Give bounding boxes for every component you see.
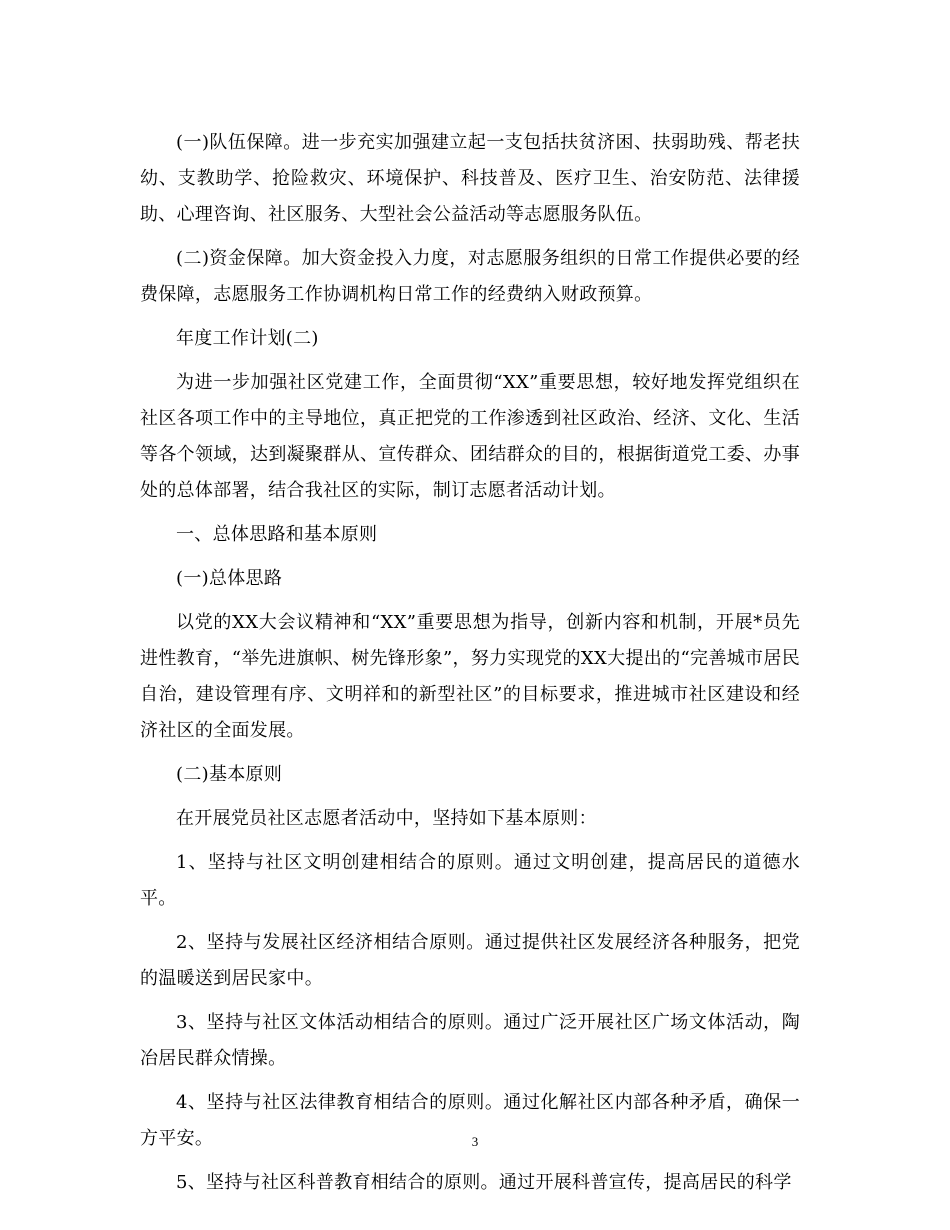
subheading-overall-thinking: (一)总体思路 [176,568,283,589]
list-item-principle-3: 3、坚持与社区文体活动相结合的原则。通过广泛开展社区广场文体活动，陶冶居民群众情操。 [140,1012,800,1069]
section-heading-overall: 一、总体思路和基本原则 [176,524,378,545]
subheading-basic-principles: (二)基本原则 [176,764,283,785]
paragraph-overall-thinking: 以党的XX大会议精神和“XX”重要思想为指导，创新内容和机制，开展*员先进性教育，“举先进旗帜、树先锋形象”，努力实现党的XX大提出的“完善城市居民自治，建设管理有序、文明祥和的新型社区”的目标要求，推进城市社区建设和经济社区的全面发展。 [140,612,800,741]
list-item-principle-2: 2、坚持与发展社区经济相结合原则。通过提供社区发展经济各种服务，把党的温暖送到居民家中。 [140,932,800,989]
list-item-principle-1: 1、坚持与社区文明创建相结合的原则。通过文明创建，提高居民的道德水平。 [140,852,800,909]
list-item-principle-4: 4、坚持与社区法律教育相结合的原则。通过化解社区内部各种矛盾，确保一方平安。 [140,1092,800,1149]
document-body [140,125,800,1209]
paragraph-fund-guarantee: (二)资金保障。加大资金投入力度，对志愿服务组织的日常工作提供必要的经费保障，志愿服务工作协调机构日常工作的经费纳入财政预算。 [140,248,800,305]
list-item-principle-5: 5、坚持与社区科普教育相结合的原则。通过开展科普宣传，提高居民的科学 [176,1172,792,1193]
paragraph-team-guarantee: (一)队伍保障。进一步充实加强建立起一支包括扶贫济困、扶弱助残、帮老扶幼、支教助学、抢险救灾、环境保护、科技普及、医疗卫生、治安防范、法律援助、心理咨询、社区服务、大型社会公益活动等志愿服务队伍。 [140,132,800,225]
paragraph-principles-intro: 在开展党员社区志愿者活动中，坚持如下基本原则： [176,808,597,829]
section-heading-annual-plan: 年度工作计划(二) [176,328,319,349]
page-number: 3 [471,1134,479,1149]
paragraph-introduction: 为进一步加强社区党建工作，全面贯彻“XX”重要思想，较好地发挥党组织在社区各项工作中的主导地位，真正把党的工作渗透到社区政治、经济、文化、生活等各个领域，达到凝聚群从、宣传群众、团结群众的目的，根据街道党工委、办事处的总体部署，结合我社区的实际，制订志愿者活动计划。 [140,372,800,501]
